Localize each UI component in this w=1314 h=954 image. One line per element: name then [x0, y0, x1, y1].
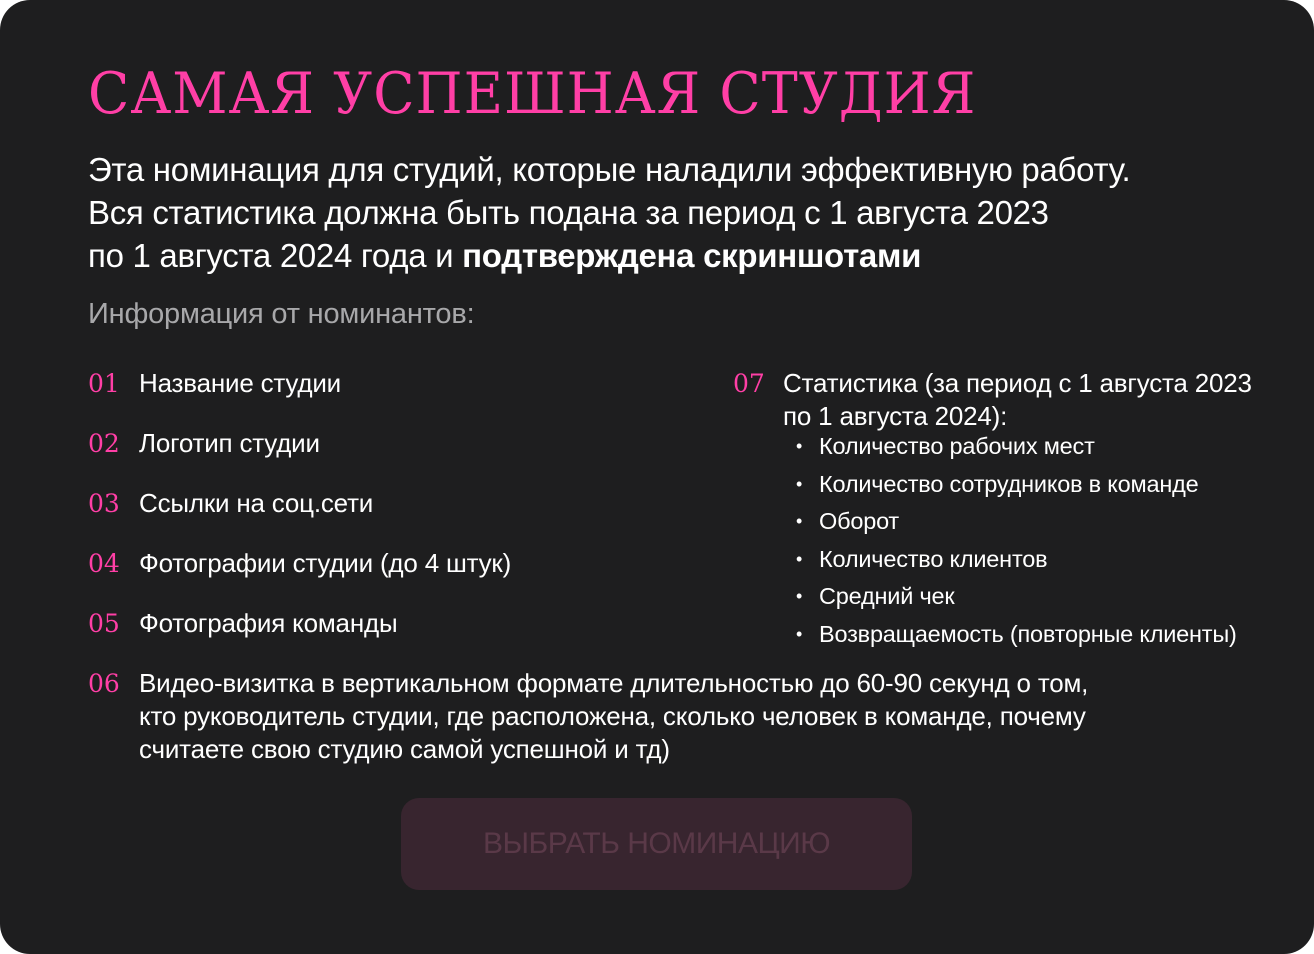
item-statistics-line-1: Статистика (за период с 1 августа 2023 — [783, 368, 1252, 398]
statistics-clients: • Количество клиентов — [796, 541, 1237, 579]
info-heading: Информация от номинантов: — [88, 298, 475, 330]
statistics-retention: • Возвращаемость (повторные клиенты) — [796, 616, 1237, 654]
nomination-title: САМАЯ УСПЕШНАЯ СТУДИЯ — [88, 60, 977, 127]
statistics-average-check: • Средний чек — [796, 578, 1237, 616]
item-studio-logo: Логотип студии — [139, 428, 320, 458]
item-number-02: 02 — [88, 429, 120, 458]
item-video-line-3: считаете свою студию самой успешной и тд) — [139, 734, 670, 764]
description-emphasis: подтверждена скриншотами — [462, 237, 922, 274]
item-team-photo: Фотография команды — [139, 608, 398, 638]
description-line-2: Вся статистика должна быть подана за период с 1 августа 2023 — [88, 194, 1049, 231]
item-studio-photos: Фотографии студии (до 4 штук) — [139, 548, 512, 578]
item-social-links: Ссылки на соц.сети — [139, 488, 374, 518]
item-video-line-2: кто руководитель студии, где расположена, сколько человек в команде, почему — [139, 701, 1086, 731]
statistics-list — [796, 428, 1237, 653]
nomination-description — [88, 148, 1288, 277]
statistics-workplaces: • Количество рабочих мест — [796, 428, 1237, 466]
item-number-01: 01 — [88, 369, 120, 398]
item-number-06: 06 — [88, 669, 120, 698]
item-number-03: 03 — [88, 489, 120, 518]
item-video-card — [139, 667, 1239, 766]
item-statistics — [783, 367, 1303, 433]
item-number-05: 05 — [88, 609, 120, 638]
item-statistics-line-2: по 1 августа 2024): — [783, 401, 1008, 431]
description-line-1: Эта номинация для студий, которые наладили эффективную работу. — [88, 151, 1131, 188]
statistics-turnover: • Оборот — [796, 503, 1237, 541]
item-number-07: 07 — [733, 369, 765, 398]
statistics-team-size: • Количество сотрудников в команде — [796, 466, 1237, 504]
description-line-3: по 1 августа 2024 года и — [88, 237, 463, 274]
item-studio-name: Название студии — [139, 368, 341, 398]
item-video-line-1: Видео-визитка в вертикальном формате длительностью до 60-90 секунд о том, — [139, 668, 1089, 698]
item-number-04: 04 — [88, 549, 120, 578]
choose-nomination-button[interactable]: ВЫБРАТЬ НОМИНАЦИЮ — [401, 798, 912, 890]
